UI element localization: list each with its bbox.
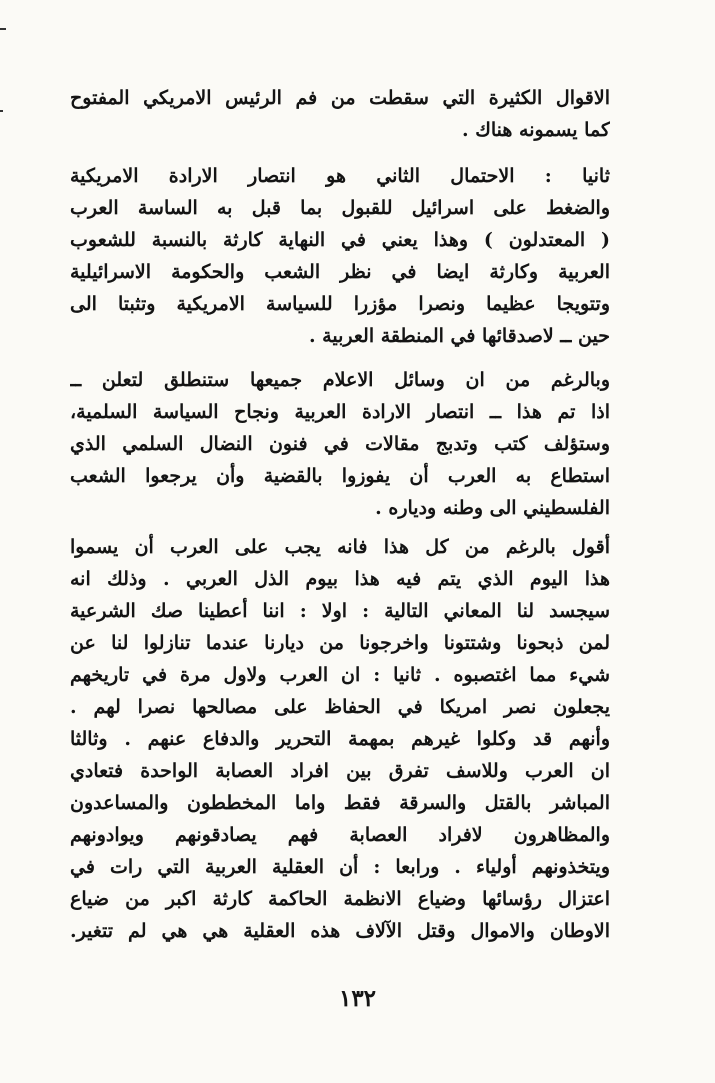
text-line: حين ــ لاصدقائها في المنطقة العربية . (308, 325, 610, 347)
text-line: كما يسمونه هناك . (462, 119, 610, 141)
text-line: وبالرغم من ان وسائل الاعلام جميعها ستنطلق لتعلن ــ (70, 369, 610, 391)
text-line: اذا تم هذا ــ انتصار الارادة العربية ونجاح السياسة السلمية، (70, 401, 610, 423)
paragraph-4 (70, 531, 610, 947)
margin-mark (0, 110, 3, 112)
text-line: وتتويجا عظيما ونصرا مؤزرا للسياسة الامريكية وتثبتا الى (70, 293, 610, 315)
text-line: شيء مما اغتصبوه . ثانيا : ان العرب ولاول مرة في تاريخهم (70, 664, 610, 686)
text-line: الاقوال الكثيرة التي سقطت من فم الرئيس الامريكي المفتوح (70, 87, 610, 109)
text-line: ان العرب وللاسف تفرق بين افراد العصابة الواحدة فتعادي (70, 760, 610, 782)
page-number: ١٣٢ (338, 985, 377, 1012)
text-line: العربية وكارثة ايضا في نظر الشعب والحكومة الاسرائيلية (70, 261, 610, 283)
text-line: استطاع به العرب أن يفوزوا بالقضية وأن يرجعوا الشعب (70, 465, 610, 487)
text-line: وأنهم قد وكلوا غيرهم بمهمة التحرير والدفاع عنهم . وثالثا (70, 728, 610, 750)
text-line: وستؤلف كتب وتدبج مقالات في فنون النضال السلمي الذي (70, 433, 610, 455)
text-line: المباشر بالقتل والسرقة فقط واما المخططون والمساعدون (70, 792, 610, 814)
text-line: الفلسطيني الى وطنه ودياره . (375, 497, 610, 519)
text-line: ( المعتدلون ) وهذا يعني في النهاية كارثة بالنسبة للشعوب (70, 229, 610, 251)
text-line: الاوطان والاموال وقتل الآلاف هذه العقلية هي هي لم تتغير. (70, 920, 610, 942)
text-line: ثانيا : الاحتمال الثاني هو انتصار الارادة الامريكية (70, 165, 610, 187)
text-line: والمظاهرون لافراد العصابة فهم يصادقونهم ويوادونهم (70, 824, 610, 846)
text-line: أقول بالرغم من كل هذا فانه يجب على العرب أن يسموا (70, 536, 610, 558)
text-line: لمن ذبحونا وشتتونا واخرجونا من ديارنا عندما تنازلوا لنا عن (70, 632, 610, 654)
text-line: والضغط على اسرائيل للقبول بما قبل به الساسة العرب (70, 197, 610, 219)
text-line: سيجسد لنا المعاني التالية : اولا : اننا أعطينا صك الشرعية (70, 600, 610, 622)
text-line: ويتخذونهم أولياء . ورابعا : أن العقلية العربية التي رات في (70, 856, 610, 878)
text-line: يجعلون نصر امريكا في الحفاظ على مصالحها نصرا لهم . (70, 696, 610, 718)
paragraph-3 (70, 364, 610, 524)
paragraph-1 (70, 82, 610, 146)
paragraph-2 (70, 160, 610, 352)
margin-mark (0, 28, 6, 30)
text-line: اعتزال رؤسائها وضياع الانظمة الحاكمة كارثة اكبر من ضياع (70, 888, 610, 910)
text-line: هذا اليوم الذي يتم فيه هذا بيوم الذل العربي . وذلك انه (70, 568, 610, 590)
